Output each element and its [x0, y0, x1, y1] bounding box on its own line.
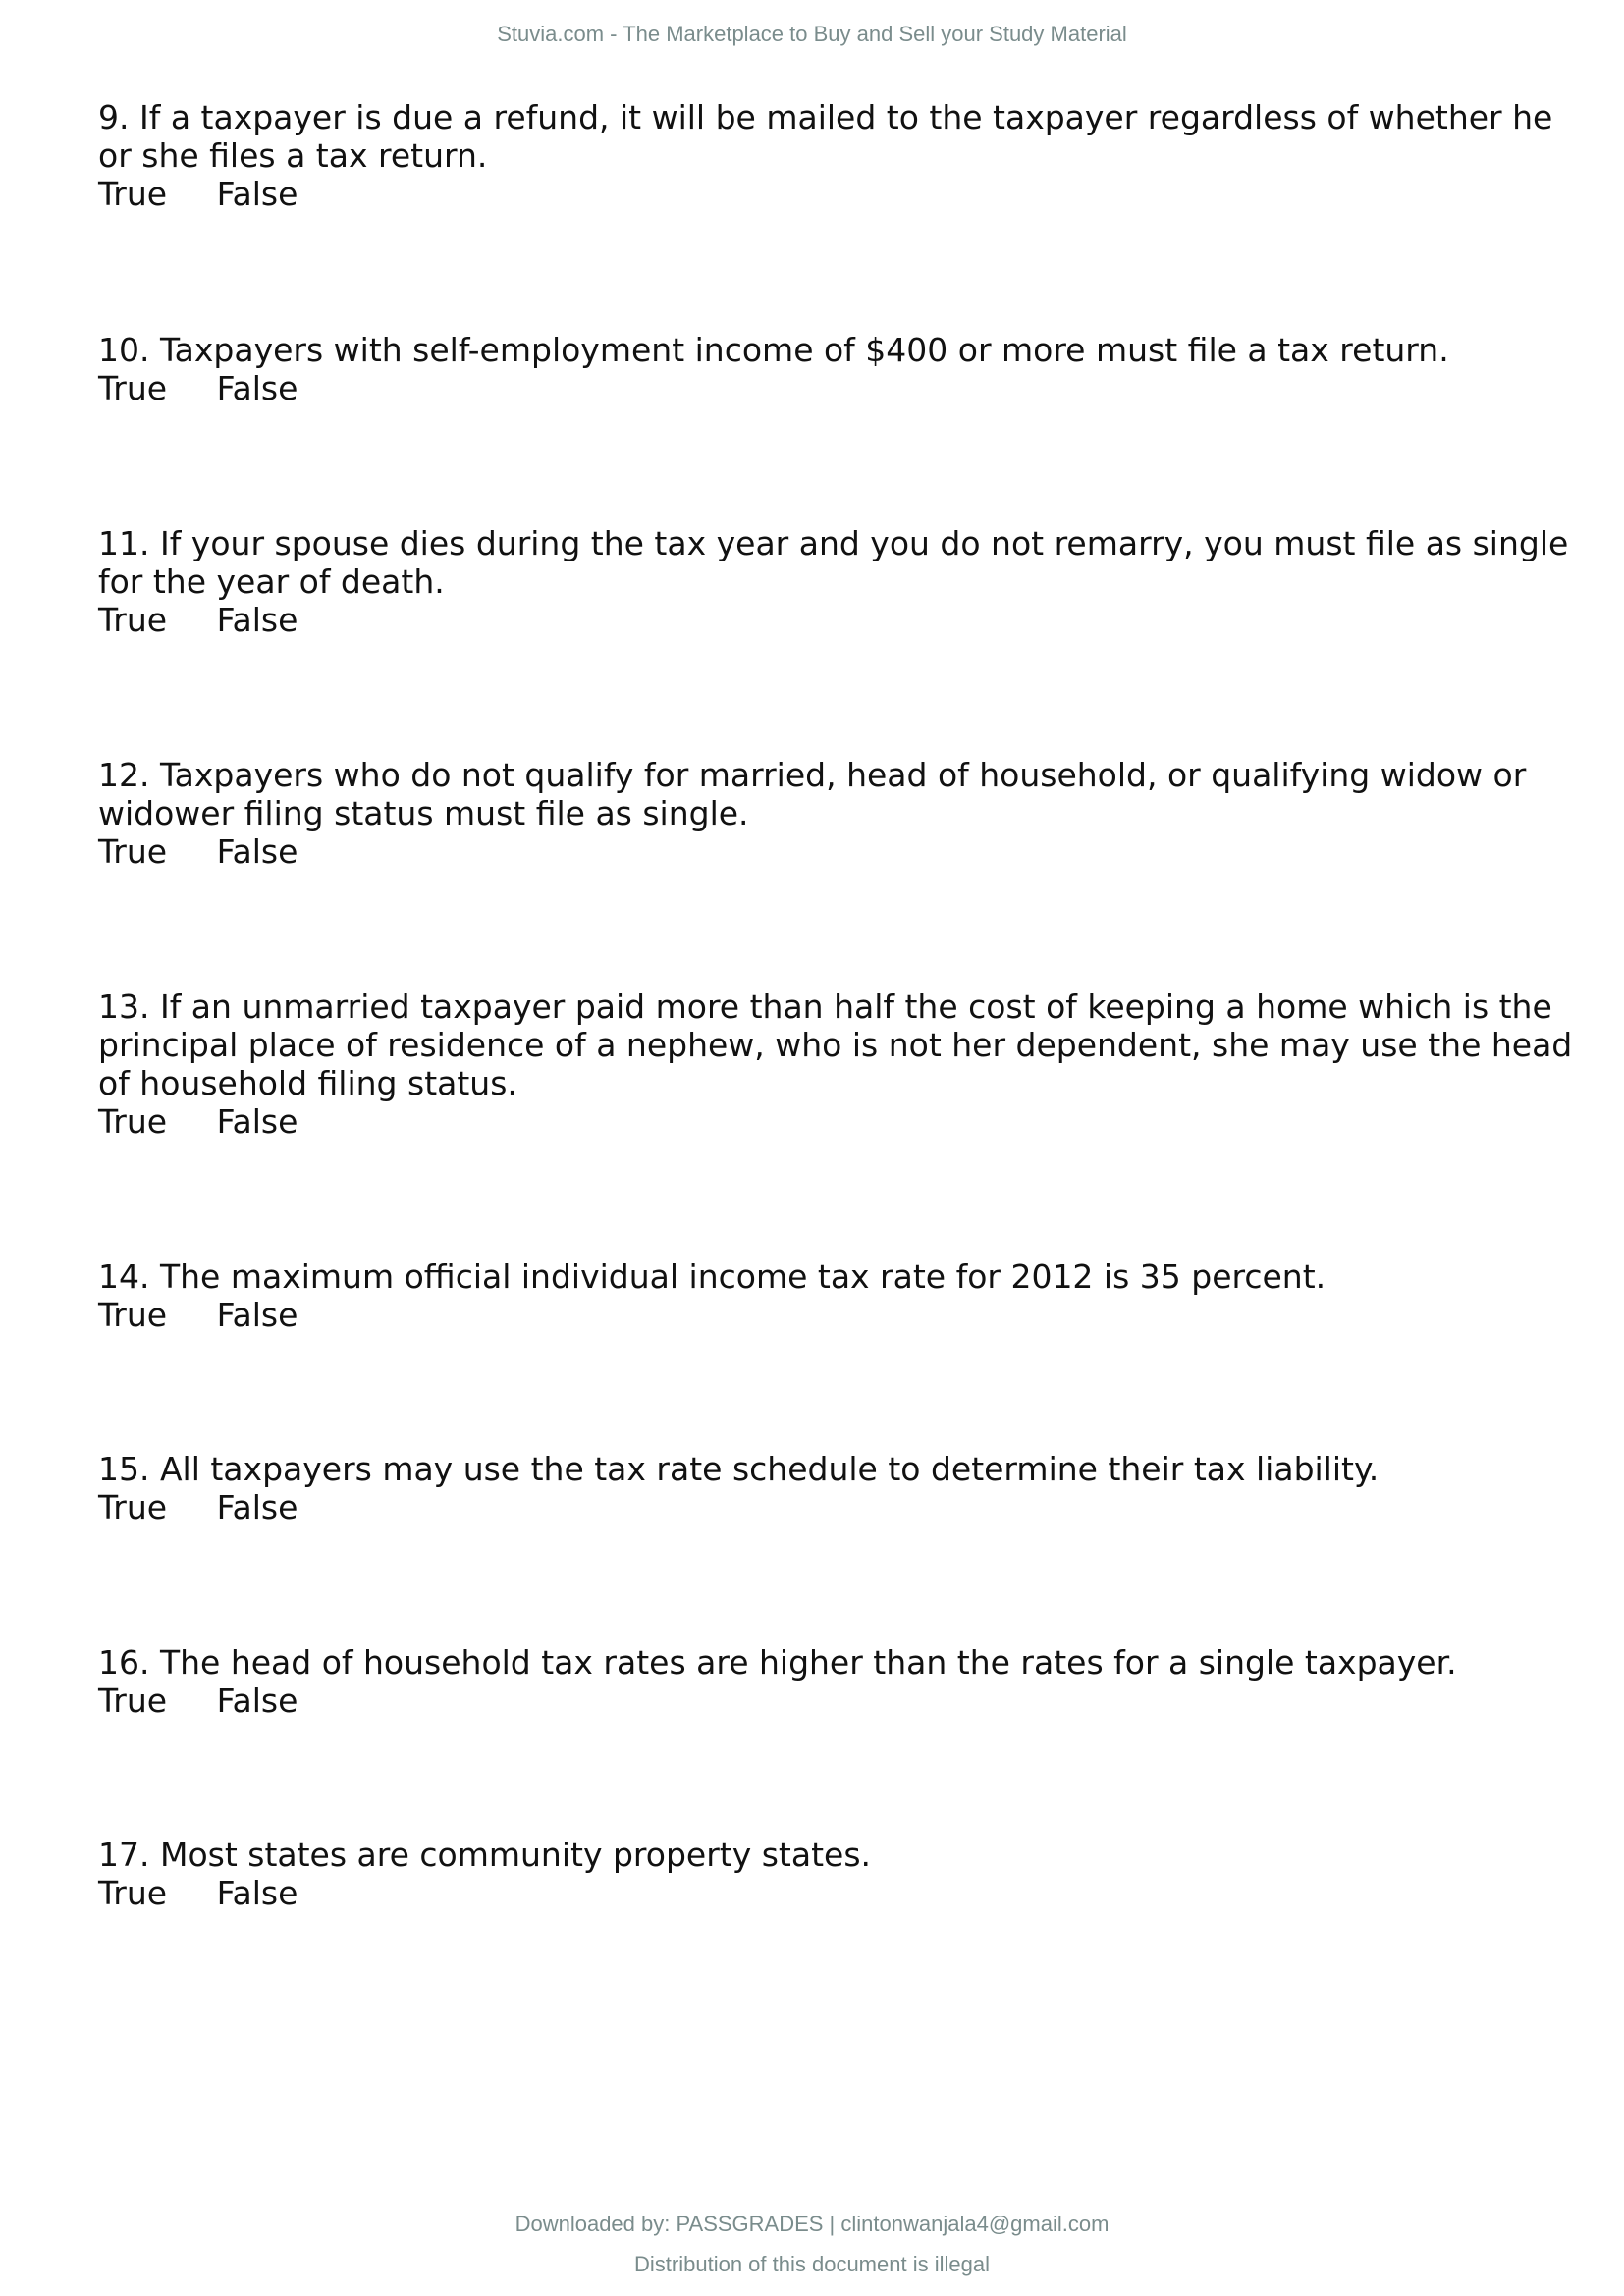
question-17 [98, 1836, 1591, 1912]
option-true[interactable]: True [98, 601, 168, 639]
question-16 [98, 1643, 1591, 1720]
option-false[interactable]: False [216, 175, 298, 213]
question-text: 16. The head of household tax rates are higher than the rates for a single taxpayer. [98, 1643, 1457, 1682]
question-text: 11. If your spouse dies during the tax year and you do not remarry, you must file as single for the year of death. [98, 524, 1569, 601]
question-text: 17. Most states are community property states. [98, 1836, 872, 1874]
answer-options [98, 832, 1591, 871]
option-true[interactable]: True [98, 369, 168, 407]
answer-options [98, 1682, 1591, 1720]
question-14 [98, 1257, 1591, 1334]
question-text: 14. The maximum official individual income tax rate for 2012 is 35 percent. [98, 1257, 1326, 1296]
question-text: 10. Taxpayers with self-employment income of $400 or more must file a tax return. [98, 331, 1449, 369]
question-11 [98, 524, 1591, 639]
answer-options [98, 1874, 1591, 1912]
option-true[interactable]: True [98, 832, 168, 871]
option-true[interactable]: True [98, 175, 168, 213]
footer-distribution-notice: Distribution of this document is illegal [634, 2252, 990, 2276]
option-false[interactable]: False [216, 1296, 298, 1334]
question-text: 9. If a taxpayer is due a refund, it will be mailed to the taxpayer regardless of whether he or she files a tax return. [98, 98, 1553, 175]
option-true[interactable]: True [98, 1102, 168, 1141]
option-false[interactable]: False [216, 1488, 298, 1526]
option-true[interactable]: True [98, 1296, 168, 1334]
option-true[interactable]: True [98, 1682, 168, 1720]
option-false[interactable]: False [216, 1874, 298, 1912]
answer-options [98, 175, 1591, 213]
question-13 [98, 988, 1591, 1141]
question-12 [98, 756, 1591, 871]
question-9 [98, 98, 1591, 213]
option-true[interactable]: True [98, 1488, 168, 1526]
footer-downloaded-by: Downloaded by: PASSGRADES | clintonwanjala4@gmail.com [514, 2212, 1110, 2236]
page-header: Stuvia.com - The Marketplace to Buy and Sell your Study Material [497, 22, 1127, 46]
option-false[interactable]: False [216, 369, 298, 407]
option-false[interactable]: False [216, 1102, 298, 1141]
option-false[interactable]: False [216, 1682, 298, 1720]
option-false[interactable]: False [216, 832, 298, 871]
answer-options [98, 369, 1591, 407]
answer-options [98, 601, 1591, 639]
question-15 [98, 1450, 1591, 1526]
question-text: 15. All taxpayers may use the tax rate schedule to determine their tax liability. [98, 1450, 1380, 1488]
answer-options [98, 1296, 1591, 1334]
question-text: 13. If an unmarried taxpayer paid more than half the cost of keeping a home which is the principal place of residence of a nephew, who is not her dependent, she may use the head of household filing status. [98, 988, 1573, 1102]
question-text: 12. Taxpayers who do not qualify for married, head of household, or qualifying widow or widower filing status must file as single. [98, 756, 1527, 832]
option-false[interactable]: False [216, 601, 298, 639]
answer-options [98, 1488, 1591, 1526]
option-true[interactable]: True [98, 1874, 168, 1912]
answer-options [98, 1102, 1591, 1141]
question-10 [98, 331, 1591, 407]
